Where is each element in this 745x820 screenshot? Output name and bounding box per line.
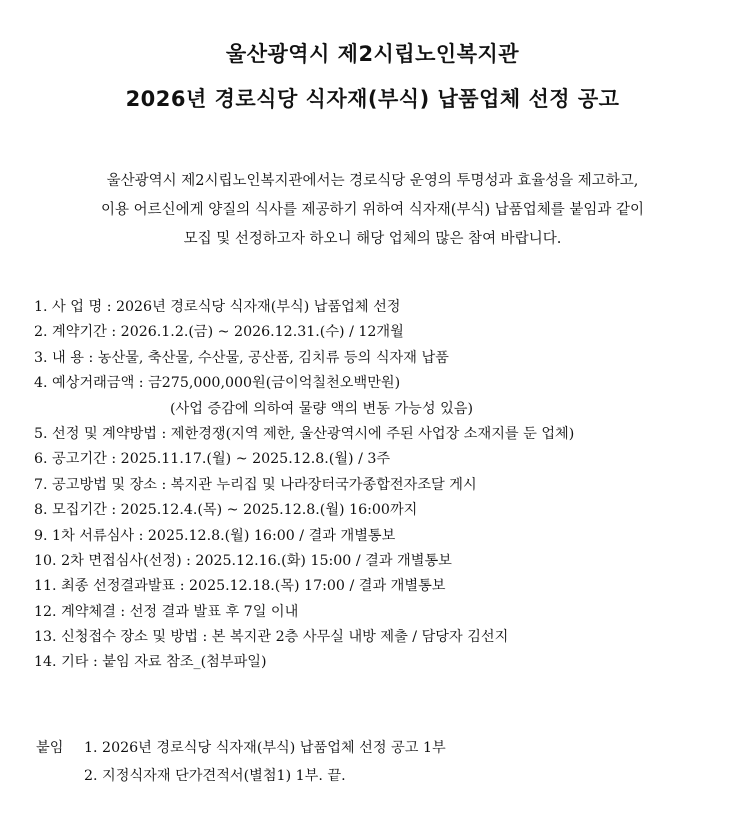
item-notice-method: 7. 공고방법 및 장소 : 복지관 누리집 및 나라장터국가종합전자조달 게시 bbox=[34, 476, 477, 493]
notice-title-main: 2026년 경로식당 식자재(부식) 납품업체 선정 공고 bbox=[125, 87, 620, 111]
attachments-section bbox=[36, 734, 446, 790]
item-contract-signing: 12. 계약체결 : 선정 결과 발표 후 7일 이내 bbox=[34, 603, 299, 620]
item-amount-note: (사업 증감에 의하여 물량 액의 변동 가능성 있음) bbox=[170, 400, 474, 417]
item-interview: 10. 2차 면접심사(선정) : 2025.12.16.(화) 15:00 / 결과 개별통보 bbox=[34, 552, 452, 569]
item-estimated-amount: 4. 예상거래금액 : 금275,000,000원(금이억칠천오백만원) bbox=[34, 375, 401, 392]
notice-items-list bbox=[34, 295, 574, 676]
notice-title-org: 울산광역시 제2시립노인복지관 bbox=[225, 42, 520, 66]
item-notice-period: 6. 공고기간 : 2025.11.17.(월) ~ 2025.12.8.(월) / 3주 bbox=[34, 451, 391, 468]
attachment-row bbox=[36, 762, 446, 790]
item-selection-method: 5. 선정 및 계약방법 : 제한경쟁(지역 제한, 울산광역시에 주된 사업장 소재지를 둔 업체) bbox=[34, 425, 575, 442]
item-project-name: 1. 사 업 명 : 2026년 경로식당 식자재(부식) 납품업체 선정 bbox=[34, 299, 401, 315]
item-etc: 14. 기타 : 붙임 자료 참조_(첨부파일) bbox=[34, 654, 267, 671]
attachment-label: 붙임 bbox=[36, 740, 64, 756]
attachment-item: 2. 지정식자재 단가견적서(별첨1) 1부. 끝. bbox=[84, 768, 346, 784]
intro-paragraph bbox=[0, 167, 745, 254]
intro-line: 이용 어르신에게 양질의 식사를 제공하기 위하여 식자재(부식) 납품업체를 붙임과 같이 bbox=[100, 202, 645, 218]
attachment-row bbox=[36, 734, 446, 762]
item-final-result: 11. 최종 선정결과발표 : 2025.12.18.(목) 17:00 / 결과 개별통보 bbox=[34, 578, 446, 595]
attachment-item: 1. 2026년 경로식당 식자재(부식) 납품업체 선정 공고 1부 bbox=[84, 740, 446, 756]
intro-line: 모집 및 선정하고자 하오니 해당 업체의 많은 참여 바랍니다. bbox=[183, 231, 562, 247]
intro-line: 울산광역시 제2시립노인복지관에서는 경로식당 운영의 투명성과 효율성을 제고하고, bbox=[106, 173, 639, 189]
item-application: 13. 신청접수 장소 및 방법 : 본 복지관 2층 사무실 내방 제출 / 담당자 김선지 bbox=[34, 629, 509, 646]
item-contents: 3. 내 용 : 농산물, 축산물, 수산물, 공산품, 김치류 등의 식자재 납품 bbox=[34, 349, 449, 366]
item-contract-period: 2. 계약기간 : 2026.1.2.(금) ~ 2026.12.31.(수) / 12개월 bbox=[34, 324, 404, 341]
item-recruit-period: 8. 모집기간 : 2025.12.4.(목) ~ 2025.12.8.(월) 16:00까지 bbox=[34, 502, 418, 519]
item-document-review: 9. 1차 서류심사 : 2025.12.8.(월) 16:00 / 결과 개별통보 bbox=[34, 527, 396, 544]
